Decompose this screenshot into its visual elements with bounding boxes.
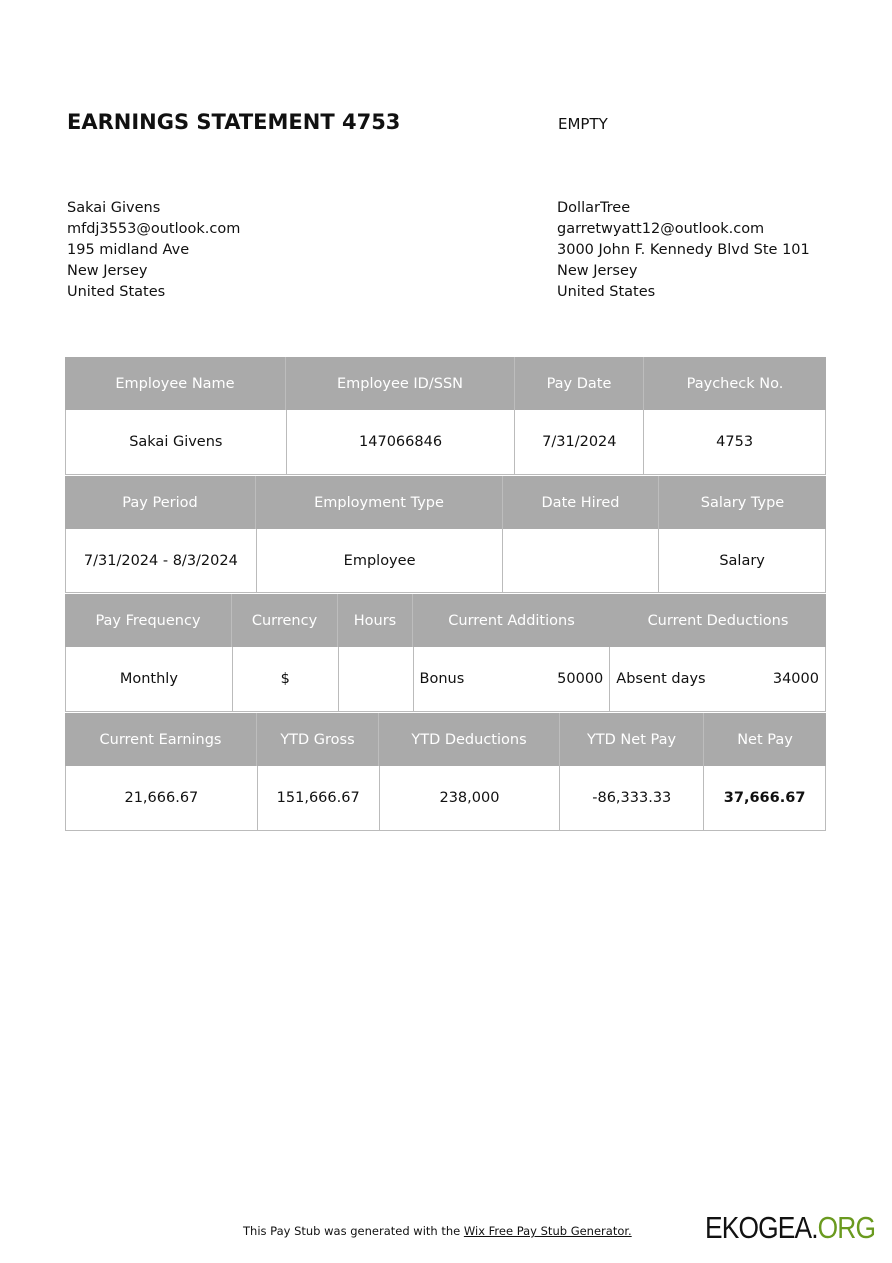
employee-id-value: 147066846 xyxy=(287,410,516,474)
employee-address xyxy=(67,198,240,303)
employer-country: United States xyxy=(557,284,656,300)
status-label: EMPTY xyxy=(558,115,608,133)
header-current-deductions: Current Deductions xyxy=(647,612,789,629)
salary-type-value: Salary xyxy=(659,529,826,592)
employee-name-value: Sakai Givens xyxy=(66,410,287,474)
header-net-pay: Net Pay xyxy=(737,731,793,748)
current-earnings-value: 21,666.67 xyxy=(66,766,258,830)
statement-title: EARNINGS STATEMENT 4753 xyxy=(67,110,401,134)
header-employee-name: Employee Name xyxy=(65,357,286,410)
employment-type-value: Employee xyxy=(257,529,504,592)
ytd-deductions-value: 238,000 xyxy=(380,766,561,830)
addition-label: Bonus xyxy=(419,671,465,687)
header-ytd-gross: YTD Gross xyxy=(257,713,379,766)
header-current-additions: Current Additions xyxy=(448,612,575,629)
header-current-earnings: Current Earnings xyxy=(65,713,257,766)
net-pay-value: 37,666.67 xyxy=(704,766,826,830)
header-paycheck-no: Paycheck No. xyxy=(686,375,784,392)
footer-note xyxy=(243,1224,632,1238)
employer-email: garretwyatt12@outlook.com xyxy=(557,221,765,237)
header-hours: Hours xyxy=(338,594,413,647)
header-salary-type: Salary Type xyxy=(700,494,785,511)
pay-frequency-value: Monthly xyxy=(66,647,233,711)
addition-item xyxy=(414,647,611,711)
hours-value xyxy=(339,647,414,711)
employee-email: mfdj3553@outlook.com xyxy=(67,221,241,237)
employee-country: United States xyxy=(67,284,166,300)
paycheck-no-value: 4753 xyxy=(644,410,826,474)
deduction-item xyxy=(610,647,826,711)
employer-name: DollarTree xyxy=(557,200,631,216)
employee-street: 195 midland Ave xyxy=(67,242,190,258)
addition-amount: 50000 xyxy=(557,671,604,687)
generator-link[interactable]: Wix Free Pay Stub Generator. xyxy=(463,1224,632,1238)
band-employment xyxy=(65,476,826,593)
header-date-hired: Date Hired xyxy=(503,476,659,529)
date-hired-value xyxy=(503,529,659,592)
header-employment-type: Employment Type xyxy=(256,476,503,529)
band-pay-details xyxy=(65,594,826,712)
header-currency: Currency xyxy=(232,594,338,647)
currency-value: $ xyxy=(233,647,339,711)
employer-address xyxy=(557,198,810,303)
pay-period-value: 7/31/2024 - 8/3/2024 xyxy=(66,529,257,592)
header-pay-period: Pay Period xyxy=(65,476,256,529)
header-pay-date: Pay Date xyxy=(515,357,644,410)
pay-date-value: 7/31/2024 xyxy=(515,410,644,474)
footer-text: This Pay Stub was generated with the xyxy=(243,1224,461,1238)
employee-name: Sakai Givens xyxy=(67,200,161,216)
header-employee-id: Employee ID/SSN xyxy=(286,357,515,410)
deduction-label: Absent days xyxy=(616,671,706,687)
header-ytd-net-pay: YTD Net Pay xyxy=(560,713,704,766)
deduction-amount: 34000 xyxy=(772,671,819,687)
ytd-gross-value: 151,666.67 xyxy=(258,766,380,830)
header-ytd-deductions: YTD Deductions xyxy=(379,713,560,766)
band-totals xyxy=(65,713,826,831)
ekogea-logo: EKOGEA.ORG xyxy=(705,1210,876,1245)
employer-street: 3000 John F. Kennedy Blvd Ste 101 xyxy=(557,242,810,258)
band-employee xyxy=(65,357,826,475)
header-pay-frequency: Pay Frequency xyxy=(65,594,232,647)
employee-state: New Jersey xyxy=(67,263,148,279)
ytd-net-pay-value: -86,333.33 xyxy=(560,766,704,830)
employer-state: New Jersey xyxy=(557,263,638,279)
